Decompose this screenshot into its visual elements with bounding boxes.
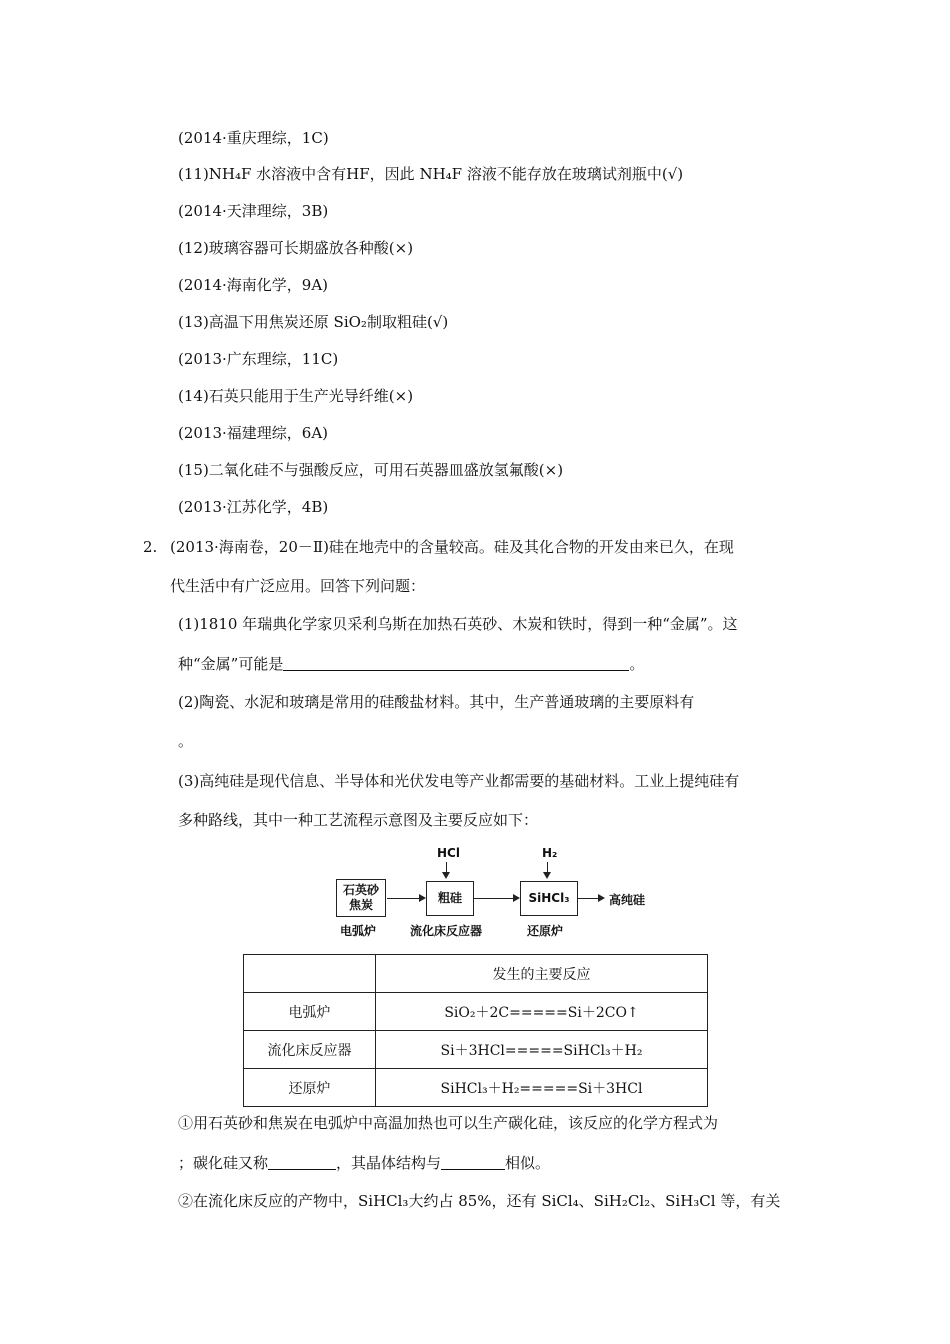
arrow3-line [578,898,598,899]
row-name: 流化床反应器 [244,1031,376,1069]
part2-line2: 。 [178,732,194,750]
source-2014-hainan: (2014·海南化学，9A) [178,276,329,294]
arrow2-line [474,898,513,899]
table-header-row [244,955,708,993]
table-row [244,1069,708,1107]
question-stem-line2: 代生活中有广泛应用。回答下列问题： [170,577,426,595]
hcl-arrowhead [442,872,450,879]
row-reaction: SiHCl₃＋H₂=====Si＋3HCl [376,1069,708,1107]
statement-12: (12)玻璃容器可长期盛放各种酸(×) [178,239,414,257]
row-reaction: Si＋3HCl=====SiHCl₃＋H₂ [376,1031,708,1069]
answer-blank-metal[interactable] [283,656,629,671]
part1-prompt: 种“金属”可能是 [178,655,284,673]
statement-13: (13)高温下用焦炭还原 SiO₂制取粗硅(√) [178,313,449,331]
statement-15: (15)二氧化硅不与强酸反应，可用石英器皿盛放氢氟酸(×) [178,461,564,479]
arrow2-head [513,894,520,902]
subq1-line1: ①用石英砂和焦炭在电弧炉中高温加热也可以生产碳化硅，该反应的化学方程式为 [178,1114,719,1132]
statement-14: (14)石英只能用于生产光导纤维(×) [178,387,414,405]
box-crude-silicon: 粗硅 [426,881,474,916]
row-name: 电弧炉 [244,993,376,1031]
arrow1-head [419,894,426,902]
subq1-prompt-a: ；碳化硅又称 [178,1154,269,1172]
product-high-purity-silicon: 高纯硅 [609,893,646,907]
input-h2-label: H₂ [542,846,558,860]
answer-blank-structure[interactable] [441,1155,505,1170]
arrow1-line [387,898,419,899]
part2-line1: (2)陶瓷、水泥和玻璃是常用的硅酸盐材料。其中，生产普通玻璃的主要原料有 [178,693,695,711]
subq1-prompt-b: ，其晶体结构与 [336,1154,442,1172]
part3-line1: (3)高纯硅是现代信息、半导体和光伏发电等产业都需要的基础材料。工业上提纯硅有 [178,772,740,790]
part3-line2: 多种路线，其中一种工艺流程示意图及主要反应如下： [178,811,539,829]
box1-line2: 焦炭 [348,898,373,912]
source-2013-fujian: (2013·福建理综，6A) [178,424,329,442]
input-hcl-label: HCl [437,846,460,860]
part1-line1: (1)1810 年瑞典化学家贝采利乌斯在加热石英砂、木炭和铁时，得到一种“金属”。这 [178,615,738,633]
label-fluidized-bed: 流化床反应器 [410,924,483,938]
question-stem-line1: (2013·海南卷，20－Ⅱ)硅在地壳中的含量较高。硅及其化合物的开发由来已久，在现 [170,538,734,556]
h2-arrowhead [543,872,551,879]
box-sihcl3: SiHCl₃ [520,881,578,916]
subq1-prompt-c: 相似。 [505,1154,551,1172]
answer-blank-carborundum[interactable] [268,1155,336,1170]
row-name: 还原炉 [244,1069,376,1107]
source-2013-guangdong: (2013·广东理综，11C) [178,350,339,368]
table-header-reaction: 发生的主要反应 [376,955,708,993]
label-reduction-furnace: 还原炉 [527,924,564,938]
source-2014-chongqing: (2014·重庆理综，1C) [178,129,329,147]
subq2-line1: ②在流化床反应的产物中，SiHCl₃大约占 85%，还有 SiCl₄、SiH₂Cl₂、SiH₃Cl 等，有关 [178,1192,781,1210]
statement-11: (11)NH₄F 水溶液中含有HF，因此 NH₄F 溶液不能存放在玻璃试剂瓶中(√) [178,165,684,183]
row-reaction: SiO₂＋2C=====Si＋2CO↑ [376,993,708,1031]
table-row [244,993,708,1031]
label-arc-furnace: 电弧炉 [340,924,377,938]
box-quartz-coke [336,879,386,917]
question-number: 2. [143,538,158,556]
table-header-empty [244,955,376,993]
subq1-line2 [178,1153,550,1173]
part1-end: 。 [629,655,645,673]
source-2014-tianjin: (2014·天津理综，3B) [178,202,329,220]
part1-line2 [178,654,644,674]
reactions-table [243,954,708,1107]
box1-line1: 石英砂 [342,883,379,897]
table-row [244,1031,708,1069]
source-2013-jiangsu: (2013·江苏化学，4B) [178,498,329,516]
arrow3-head [598,894,605,902]
